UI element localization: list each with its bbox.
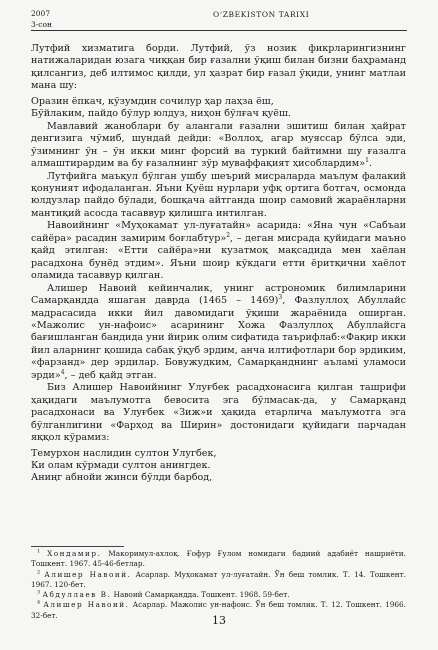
paragraph-5-text-b: , Фазлуллоҳ Абуллайс мадрасасида икки йил давомидаги ўқиши жараёнида оширган. «Мажолис ун-нафоис» асарининг Хожа Фазлуллоҳ Абуллайсга бағишланган бандида уни йирик олим сифатида таърифлаб:«Фақир икки йил аларнинг қошида сабақ ўқуб эрдим, анча илтифотлари бор эрдиким, «фарзанд» дер эрдилар. Бовужудким, Самарқанднинг аъламі уламоси эрди»	[31, 295, 406, 381]
footnote-3-author: Абдуллаев В.	[42, 590, 112, 600]
paragraph-5-text-c: , – деб қайд этган.	[64, 369, 157, 381]
footnote-2-author: Алишер Навоий.	[44, 569, 132, 579]
paragraph-4-text-b: , – деган мисрада қуйидаги маъно қайд этилган: «Етти сайёра»ни кузатмоқ мақсадида мен хаёлан расадхона бунёд этдим». Яъни шоир кўкдаги етти ёритқични хаёлот оламида тасаввур қилган.	[31, 232, 406, 282]
paragraph-5	[31, 283, 406, 383]
header-journal-title: O‘ZBEKISTON TARIXI	[213, 10, 310, 19]
verse-1-line-2: Бўйлаким, пайдо бўлур юлдуз, ниҳон бўлғач қуёш.	[31, 108, 291, 120]
verse-2-line-2: Ки олам кўрмади султон анингдек.	[31, 459, 211, 471]
paragraph-2-text: Мавлавий жаноблари бу алангали ғазални эшитиш билан ҳайрат денгизига чўмиб, шундай дейди: «Воллоҳ, агар муяссар бўлса эди, ўзимнинг ўн – ўн икки минг форсий ва туркий байтимни шу ғазалга алмаштирардим ва бу ғазалнинг зўр муваффақият ҳисоблардим»	[31, 120, 406, 170]
footnote-2	[31, 570, 406, 591]
verse-2-line-3: Аниңг абнойи жинси бўлди барбод,	[31, 472, 213, 484]
footnote-3-number: 3	[37, 589, 41, 596]
header-year: 2007	[31, 9, 51, 18]
verse-1-line-1: Оразин ёпкач, кўзумдин сочилур ҳар лаҳза ёш,	[31, 95, 274, 107]
footnote-1	[31, 549, 406, 570]
footnote-2-text: Асарлар. Муҳокамат ул-луғатайн. Ўн беш томлик. Т. 14. Тошкент. 1967. 120-бет.	[31, 569, 406, 589]
paragraph-1: Лутфий хизматига борди. Лутфий, ўз нозик фикрларингизнинг натижаларидан юзага чиққан бир ғазални ўқиш билан бизни баҳраманд қилсангиз, деб илтимос қилди, ул ҳазрат бир ғазал ўқиди, унинг матлаи мана шу:	[31, 43, 406, 92]
page-number: 13	[212, 614, 226, 627]
footnote-1-author: Хондамир.	[47, 549, 102, 558]
footnote-3	[31, 590, 406, 600]
paragraph-6: Биз Алишер Навоийнинг Улуғбек расадхонасига қилган ташрифи ҳақидаги маълумотга бевосита эга бўлмасак-да, у Самарқанд расадхонаси ва Улуғбек «Зиж»и ҳақида етарлича маълумотга эга бўлганлигини «Фарҳод ва Ширин» достонидаги қуйидаги парчадан яққол кўрамиз:	[31, 382, 406, 444]
footnote-2-number: 2	[37, 569, 41, 576]
footnote-ref-3[interactable]: 3	[278, 293, 283, 301]
header-issue: 3-сон	[31, 20, 53, 29]
article-body	[31, 43, 406, 485]
footnote-3-text: Навоий Самарқандда. Тошкент. 1968. 59-бет.	[111, 590, 290, 600]
verse-2-line-1: Темурхон наслидин султон Улугбек,	[31, 447, 217, 459]
paragraph-4	[31, 220, 406, 282]
footnote-ref-2[interactable]: 2	[226, 231, 231, 239]
paragraph-5-text-a: Алишер Навоий кейинчалик, унинг астрономик билимларини Самарқандда яшаган даврда (1465 – 1469)	[31, 282, 406, 307]
footnote-4-text: Асарлар. Мажолис ун-нафоис. Ўн беш томлик. Т. 12. Тошкент. 1966. 32-бет.	[31, 600, 406, 620]
footnote-4-author: Алишер Навоий.	[43, 600, 130, 610]
footnote-divider	[31, 546, 124, 547]
footnote-ref-4[interactable]: 4	[60, 368, 65, 376]
footnote-4-number: 4	[37, 600, 41, 607]
footnote-1-text: Макоримул-ахлоқ. Ғофур Ғулом номидаги бадиий адабиёт нашриёти. Тошкент. 1967. 45-46-бетлар.	[31, 549, 406, 569]
footnotes	[31, 549, 406, 621]
header-rule	[31, 30, 407, 31]
paragraph-4-text-a: Навоийнинг «Муҳокамат ул-луғатайн» асарида: «Яна чун «Сабъаи сайёра» расадин замирим боғлабтур»	[31, 220, 406, 244]
footnote-1-number: 1	[37, 548, 41, 555]
paragraph-2	[31, 121, 406, 171]
footnote-ref-1[interactable]: 1	[365, 156, 369, 164]
paragraph-3: Лутфийга маъқул бўлган ушбу шеърий мисраларда маълум фалакий қонуният ифодаланган. Яъни Қуёш нурлари уфқ ортига ботгач, осмонда юлдузлар пайдо бўлади, бошқача айтганда шоир самовий жараёнларни мантиқий асосда тасаввур қилишга интилган.	[31, 170, 406, 219]
paragraph-2-end: .	[368, 158, 372, 170]
